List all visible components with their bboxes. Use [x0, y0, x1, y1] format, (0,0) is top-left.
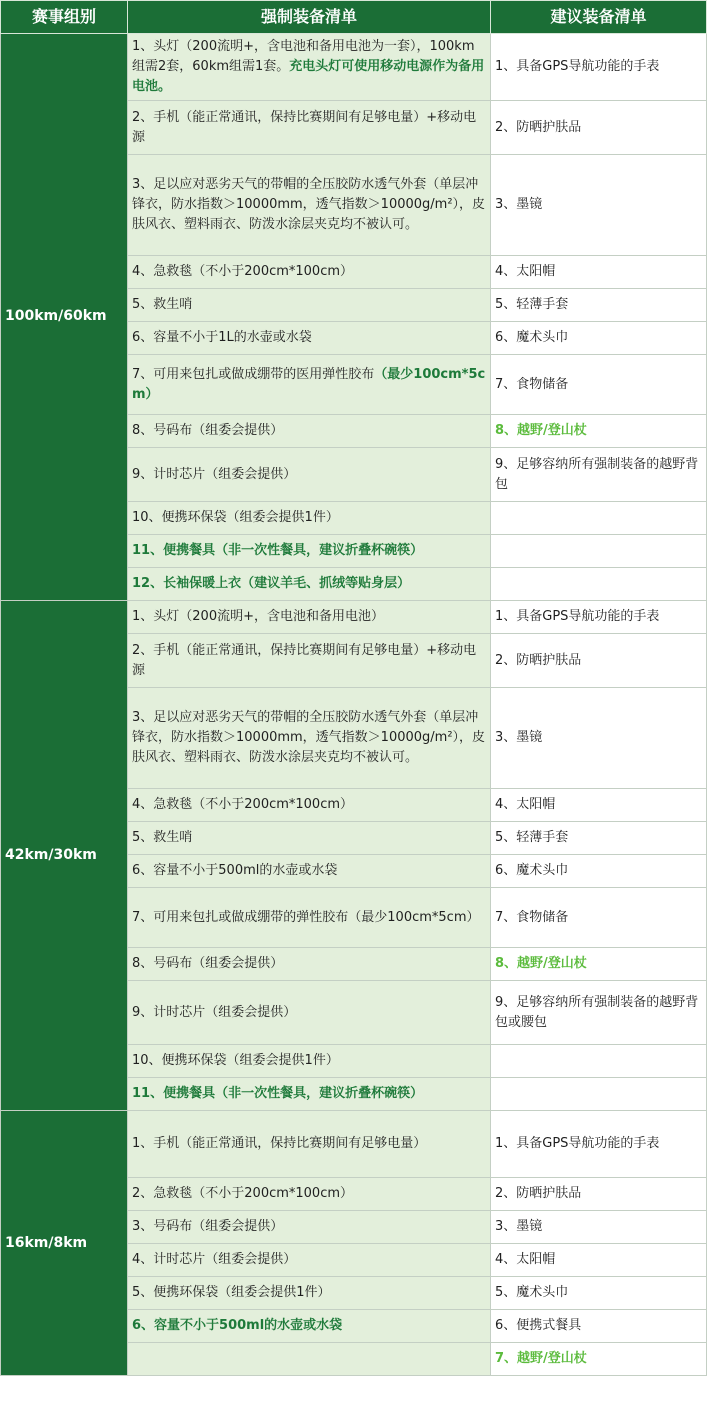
required-item-cell — [128, 981, 491, 1045]
suggested-item-cell — [491, 101, 707, 155]
header-suggested: 建议装备清单 — [491, 1, 707, 34]
required-item-cell — [128, 322, 491, 355]
item-text: 5、轻薄手套 — [495, 830, 569, 846]
required-item-cell — [128, 1045, 491, 1078]
item-text: 4、太阳帽 — [495, 797, 556, 813]
suggested-item-cell — [491, 1111, 707, 1178]
item-text: 7、越野/登山杖 — [495, 1351, 587, 1367]
suggested-item-cell — [491, 256, 707, 289]
item-text: 4、急救毯（不小于200cm*100cm） — [132, 264, 354, 280]
item-text: 5、轻薄手套 — [495, 297, 569, 313]
suggested-item-cell — [491, 948, 707, 981]
item-text: 3、号码布（组委会提供） — [132, 1219, 284, 1235]
item-text: 8、号码布（组委会提供） — [132, 423, 284, 439]
required-item-cell — [128, 289, 491, 322]
item-text: 1、具备GPS导航功能的手表 — [495, 59, 660, 75]
item-text: 2、手机（能正常通讯，保持比赛期间有足够电量）+移动电源 — [132, 109, 477, 145]
required-item-cell — [128, 888, 491, 948]
item-text: 充电头灯可使用移动电源作为备用电池。 — [132, 59, 485, 95]
item-text: 7、可用来包扎或做成绷带的弹性胶布（最少100cm*5cm） — [132, 909, 480, 925]
required-item-cell — [128, 948, 491, 981]
item-text: 3、墨镜 — [495, 197, 543, 213]
item-text: 6、容量不小于500ml的水壶或水袋 — [132, 1318, 343, 1334]
item-text: 2、急救毯（不小于200cm*100cm） — [132, 1186, 354, 1202]
required-item-cell — [128, 855, 491, 888]
item-text: 3、足以应对恶劣天气的带帽的全压胶防水透气外套（单层冲锋衣，防水指数＞10000mm，透气指数＞10000g/m²），皮肤风衣、塑料雨衣、防泼水涂层夹克均不被认可。 — [132, 710, 486, 766]
item-text: 2、防晒护肤品 — [495, 119, 582, 135]
suggested-item-cell — [491, 1178, 707, 1211]
table-row — [1, 34, 707, 101]
group-name-cell: 100km/60km — [1, 34, 128, 601]
item-text: 11、便携餐具（非一次性餐具，建议折叠杯碗筷） — [132, 1086, 424, 1102]
item-text: 2、防晒护肤品 — [495, 652, 582, 668]
item-text: 8、号码布（组委会提供） — [132, 956, 284, 972]
table-row — [1, 1111, 707, 1178]
item-text: 4、急救毯（不小于200cm*100cm） — [132, 797, 354, 813]
suggested-item-cell — [491, 1045, 707, 1078]
required-item-cell — [128, 502, 491, 535]
suggested-item-cell — [491, 355, 707, 415]
item-text: 5、救生哨 — [132, 297, 193, 313]
item-text: 11、便携餐具（非一次性餐具，建议折叠杯碗筷） — [132, 543, 424, 559]
required-item-cell — [128, 1078, 491, 1111]
required-item-cell — [128, 822, 491, 855]
suggested-item-cell — [491, 1277, 707, 1310]
suggested-item-cell — [491, 322, 707, 355]
required-item-cell — [128, 535, 491, 568]
item-text: 6、容量不小于1L的水壶或水袋 — [132, 330, 312, 346]
item-text: 3、足以应对恶劣天气的带帽的全压胶防水透气外套（单层冲锋衣，防水指数＞10000mm，透气指数＞10000g/m²），皮肤风衣、塑料雨衣、防泼水涂层夹克均不被认可。 — [132, 177, 486, 233]
suggested-item-cell — [491, 1211, 707, 1244]
item-text: 10、便携环保袋（组委会提供1件） — [132, 510, 339, 526]
group-name-cell: 16km/8km — [1, 1111, 128, 1376]
item-text: 1、头灯（200流明+，含电池和备用电池） — [132, 609, 384, 625]
suggested-item-cell — [491, 415, 707, 448]
suggested-item-cell — [491, 822, 707, 855]
item-text: 4、计时芯片（组委会提供） — [132, 1252, 297, 1268]
item-text: 8、越野/登山杖 — [495, 956, 587, 972]
table-row — [1, 601, 707, 634]
item-text: 5、便携环保袋（组委会提供1件） — [132, 1285, 331, 1301]
required-item-cell — [128, 1244, 491, 1277]
item-text: 4、太阳帽 — [495, 1252, 556, 1268]
suggested-item-cell — [491, 1310, 707, 1343]
required-item-cell — [128, 355, 491, 415]
required-item-cell — [128, 1277, 491, 1310]
item-text: 3、墨镜 — [495, 730, 543, 746]
item-text: 8、越野/登山杖 — [495, 423, 587, 439]
item-text: 6、容量不小于500ml的水壶或水袋 — [132, 863, 338, 879]
suggested-item-cell — [491, 289, 707, 322]
item-text: 9、足够容纳所有强制装备的越野背包或腰包 — [495, 994, 699, 1030]
item-text: 9、计时芯片（组委会提供） — [132, 466, 297, 482]
item-text: 1、头灯（200流明+，含电池和备用电池为一套），100km组需2套，60km组需1套。 — [132, 39, 475, 75]
suggested-item-cell — [491, 981, 707, 1045]
item-text: 7、食物储备 — [495, 376, 569, 392]
item-text: 6、魔术头巾 — [495, 863, 569, 879]
suggested-item-cell — [491, 634, 707, 688]
header-group: 赛事组别 — [1, 1, 128, 34]
required-item-cell — [128, 415, 491, 448]
item-text: 10、便携环保袋（组委会提供1件） — [132, 1053, 339, 1069]
required-item-cell — [128, 1310, 491, 1343]
required-item-cell — [128, 634, 491, 688]
required-item-cell — [128, 1211, 491, 1244]
suggested-item-cell — [491, 568, 707, 601]
suggested-item-cell — [491, 888, 707, 948]
required-item-cell — [128, 1178, 491, 1211]
suggested-item-cell — [491, 535, 707, 568]
suggested-item-cell — [491, 155, 707, 256]
item-text: 4、太阳帽 — [495, 264, 556, 280]
suggested-item-cell — [491, 34, 707, 101]
item-text: 1、具备GPS导航功能的手表 — [495, 1136, 660, 1152]
item-text: 5、魔术头巾 — [495, 1285, 569, 1301]
required-item-cell — [128, 1111, 491, 1178]
required-item-cell — [128, 688, 491, 789]
item-text: 9、足够容纳所有强制装备的越野背包 — [495, 456, 699, 492]
suggested-item-cell — [491, 502, 707, 535]
item-text: 7、可用来包扎或做成绷带的医用弹性胶布 — [132, 366, 375, 382]
suggested-item-cell — [491, 1078, 707, 1111]
required-item-cell — [128, 1343, 491, 1376]
header-required: 强制装备清单 — [128, 1, 491, 34]
item-text: 6、便携式餐具 — [495, 1318, 582, 1334]
required-item-cell — [128, 448, 491, 502]
equipment-table-body — [1, 34, 707, 1376]
group-name-cell: 42km/30km — [1, 601, 128, 1111]
item-text: 3、墨镜 — [495, 1219, 543, 1235]
required-item-cell — [128, 155, 491, 256]
required-item-cell — [128, 34, 491, 101]
item-text: 5、救生哨 — [132, 830, 193, 846]
item-text: 6、魔术头巾 — [495, 330, 569, 346]
suggested-item-cell — [491, 601, 707, 634]
item-text: （最少100cm*5cm） — [132, 366, 486, 402]
header-row — [1, 1, 707, 34]
required-item-cell — [128, 256, 491, 289]
item-text: 12、长袖保暖上衣（建议羊毛、抓绒等贴身层） — [132, 576, 411, 592]
item-text: 1、手机（能正常通讯，保持比赛期间有足够电量） — [132, 1136, 427, 1152]
suggested-item-cell — [491, 1244, 707, 1277]
suggested-item-cell — [491, 448, 707, 502]
required-item-cell — [128, 101, 491, 155]
required-item-cell — [128, 568, 491, 601]
item-text: 9、计时芯片（组委会提供） — [132, 1004, 297, 1020]
suggested-item-cell — [491, 789, 707, 822]
item-text: 1、具备GPS导航功能的手表 — [495, 609, 660, 625]
required-item-cell — [128, 601, 491, 634]
suggested-item-cell — [491, 855, 707, 888]
item-text: 7、食物储备 — [495, 909, 569, 925]
item-text: 2、防晒护肤品 — [495, 1186, 582, 1202]
item-text: 2、手机（能正常通讯，保持比赛期间有足够电量）+移动电源 — [132, 642, 477, 678]
suggested-item-cell — [491, 688, 707, 789]
required-item-cell — [128, 789, 491, 822]
suggested-item-cell — [491, 1343, 707, 1376]
